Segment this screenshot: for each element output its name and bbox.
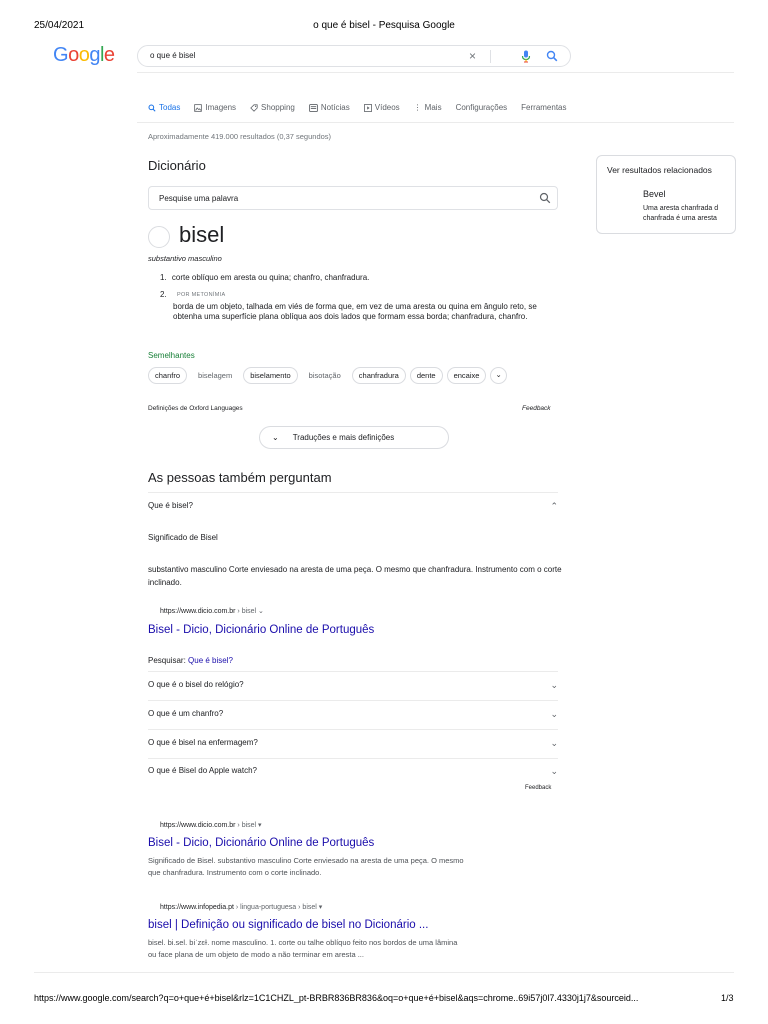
result-stats: Aproximadamente 419.000 resultados (0,37 segundos): [148, 132, 332, 141]
result-snippet: [148, 937, 538, 961]
search-icon[interactable]: [539, 192, 551, 206]
question-text: O que é Bisel do Apple watch?: [148, 766, 257, 775]
cite-domain: https://www.infopedia.pt: [160, 904, 234, 911]
chevron-down-icon: ⌄: [550, 709, 558, 719]
news-icon: [309, 104, 318, 112]
logo-letter: l: [99, 44, 104, 66]
tab-label: Vídeos: [374, 103, 400, 112]
definition-text: corte oblíquo em aresta ou quina; chanfro, chanfradura.: [171, 273, 370, 282]
clear-icon[interactable]: ×: [469, 49, 477, 63]
logo-letter: o: [78, 44, 90, 66]
similar-label: Semelhantes: [148, 351, 195, 360]
tab-todas[interactable]: [148, 103, 180, 112]
search-suggestion: [148, 656, 233, 665]
divider: [148, 492, 558, 493]
definition-2: borda de um objeto, talhada em viés de forma que, em vez de uma aresta ou quina em ângulo reto, se obtenha uma superfície plana oblíqua aos dois lados que formam essa borda; chanfradura, chanfro.: [173, 302, 537, 321]
result-snippet: [148, 855, 538, 879]
divider: [148, 758, 558, 759]
related-results-card[interactable]: [596, 155, 736, 234]
synonym-chip[interactable]: biselamento: [243, 367, 297, 384]
feedback-link[interactable]: Feedback: [525, 785, 552, 791]
answer-heading: Significado de Bisel: [148, 533, 218, 542]
chevron-down-icon: ⌄: [272, 433, 279, 442]
oxford-attribution[interactable]: Definições de Oxford Languages: [148, 405, 243, 412]
tab-label: Ferramentas: [521, 103, 567, 112]
answer-link[interactable]: Bisel - Dicio, Dicionário Online de Português: [148, 624, 375, 636]
synonym-chip[interactable]: dente: [410, 367, 443, 384]
chevron-down-icon[interactable]: ▾: [318, 904, 323, 911]
answer-body: substantivo masculino Corte enviesado na aresta de uma peça. O mesmo que chanfradura. Instrumento com o corte inclinado.: [148, 565, 562, 587]
image-icon: [194, 104, 202, 112]
tab-label: Configurações: [455, 103, 508, 112]
tab-label: Todas: [159, 103, 181, 112]
result-title[interactable]: Bisel - Dicio, Dicionário Online de Português: [148, 837, 375, 849]
paa-question[interactable]: [148, 709, 558, 720]
tab-configuracoes[interactable]: [456, 103, 508, 112]
divider: [148, 729, 558, 730]
synonym-chip[interactable]: chanfradura: [352, 367, 406, 384]
question-text: Que é bisel?: [148, 501, 193, 510]
logo-letter: g: [89, 44, 100, 66]
paa-question[interactable]: [148, 766, 558, 777]
description-line: chanfrada é uma aresta: [643, 215, 717, 222]
logo-letter: e: [103, 44, 115, 66]
print-date: 25/04/2021: [34, 20, 85, 31]
question-text: O que é um chanfro?: [148, 709, 224, 718]
snippet-line: bisel. bi.sel. biˈzɛɫ. nome masculino. 1. corte ou talhe oblíquo feito nos bordos de uma lâmina: [148, 938, 458, 947]
tab-imagens[interactable]: [194, 103, 236, 112]
mic-icon[interactable]: [521, 50, 531, 65]
tab-videos[interactable]: [364, 103, 400, 112]
search-suggestion-link[interactable]: Que é bisel?: [188, 656, 233, 665]
definition-2-tag: POR METONÍMIA: [177, 292, 226, 298]
paa-heading: As pessoas também perguntam: [148, 470, 332, 485]
divider: [148, 671, 558, 672]
result-title[interactable]: bisel | Definição ou significado de bisel no Dicionário ...: [148, 919, 429, 931]
logo-letter: o: [68, 44, 79, 66]
definition-1: [160, 273, 560, 282]
result-cite: [160, 903, 322, 911]
search-icon[interactable]: [546, 50, 558, 64]
dictionary-search-input[interactable]: [148, 186, 558, 210]
snippet-line: ou face plana de um objeto de modo a não terminar em aresta ...: [148, 950, 364, 959]
play-icon: [364, 104, 372, 112]
snippet-line: Significado de Bisel. substantivo masculino Corte enviesado na aresta de uma peça. O mesmo: [148, 856, 464, 865]
related-word[interactable]: Bevel: [643, 189, 666, 199]
search-box[interactable]: [137, 45, 571, 67]
header-divider: [137, 72, 734, 73]
translations-button[interactable]: [259, 426, 449, 449]
chevron-down-icon[interactable]: ⌄: [258, 608, 264, 615]
tab-label: Notícias: [320, 103, 350, 112]
description-line: Uma aresta chanfrada d: [643, 205, 719, 212]
divider: [148, 700, 558, 701]
dictionary-search-placeholder: Pesquise uma palavra: [159, 194, 239, 203]
pronunciation-button[interactable]: [148, 226, 170, 248]
similar-chips: [148, 367, 507, 384]
search-tabs: [148, 103, 581, 112]
search-divider: [490, 50, 491, 63]
cite-path: › bisel: [235, 822, 259, 829]
synonym-chip[interactable]: chanfro: [148, 367, 187, 384]
tag-icon: [250, 104, 258, 112]
chevron-down-icon: ⌄: [550, 680, 558, 690]
cite-domain: https://www.dicio.com.br: [160, 822, 236, 829]
tab-ferramentas[interactable]: [521, 103, 566, 112]
chevron-down-icon[interactable]: ⌄: [490, 367, 506, 384]
related-word-description: [643, 204, 736, 224]
tab-noticias[interactable]: [309, 103, 350, 112]
more-vert-icon: ⋮: [413, 103, 422, 112]
chevron-down-icon[interactable]: ▾: [258, 822, 262, 829]
tab-shopping[interactable]: [250, 103, 295, 112]
google-logo[interactable]: [53, 44, 115, 67]
print-title: o que é bisel - Pesquisa Google: [313, 20, 455, 31]
dictionary-word: bisel: [179, 222, 225, 247]
cite-path: › lingua-portuguesa › bisel: [233, 904, 319, 911]
question-text: O que é bisel na enfermagem?: [148, 738, 258, 747]
chevron-up-icon: ⌃: [550, 501, 558, 511]
synonym-chip[interactable]: encaixe: [447, 367, 487, 384]
answer-cite: [160, 607, 264, 615]
result-cite: [160, 821, 262, 829]
tabs-divider: [137, 122, 734, 123]
tab-label: Imagens: [205, 103, 237, 112]
logo-letter: G: [53, 44, 69, 66]
feedback-link[interactable]: Feedback: [522, 405, 551, 412]
synonym-chip[interactable]: biselagem: [198, 371, 233, 380]
paa-question-open[interactable]: [148, 501, 558, 512]
question-text: O que é o bisel do relógio?: [148, 680, 244, 689]
definition-number: 1.: [160, 273, 167, 282]
tab-label: Mais: [424, 103, 442, 112]
footer-divider: [34, 972, 734, 973]
definition-2-number: 2.: [160, 290, 167, 299]
snippet-line: que chanfradura. Instrumento com o corte inclinado.: [148, 868, 322, 877]
print-page-number: 1/3: [721, 993, 734, 1003]
part-of-speech: substantivo masculino: [148, 254, 222, 263]
chevron-down-icon: ⌄: [550, 766, 558, 776]
related-results-title: Ver resultados relacionados: [607, 165, 712, 175]
cite-domain: https://www.dicio.com.br: [160, 608, 236, 615]
tab-label: Shopping: [261, 103, 295, 112]
paa-question[interactable]: [148, 680, 558, 691]
translations-label: Traduções e mais definições: [292, 433, 395, 442]
print-footer-url: https://www.google.com/search?q=o+que+é+bisel&rlz=1C1CHZL_pt-BRBR836BR836&oq=o+que+é+bisel&aqs=chrome..69i57j0l7.4330j1j7&sourceid...: [34, 993, 639, 1003]
search-input[interactable]: o que é bisel: [150, 51, 196, 60]
synonym-chip[interactable]: bisotação: [308, 371, 341, 380]
tab-mais[interactable]: [414, 103, 442, 112]
dictionary-heading: Dicionário: [148, 158, 206, 173]
search-prefix: Pesquisar:: [148, 656, 189, 665]
paa-question[interactable]: [148, 738, 558, 749]
search-icon: [148, 104, 156, 112]
chevron-down-icon: ⌄: [550, 738, 558, 748]
cite-path: › bisel: [235, 608, 259, 615]
